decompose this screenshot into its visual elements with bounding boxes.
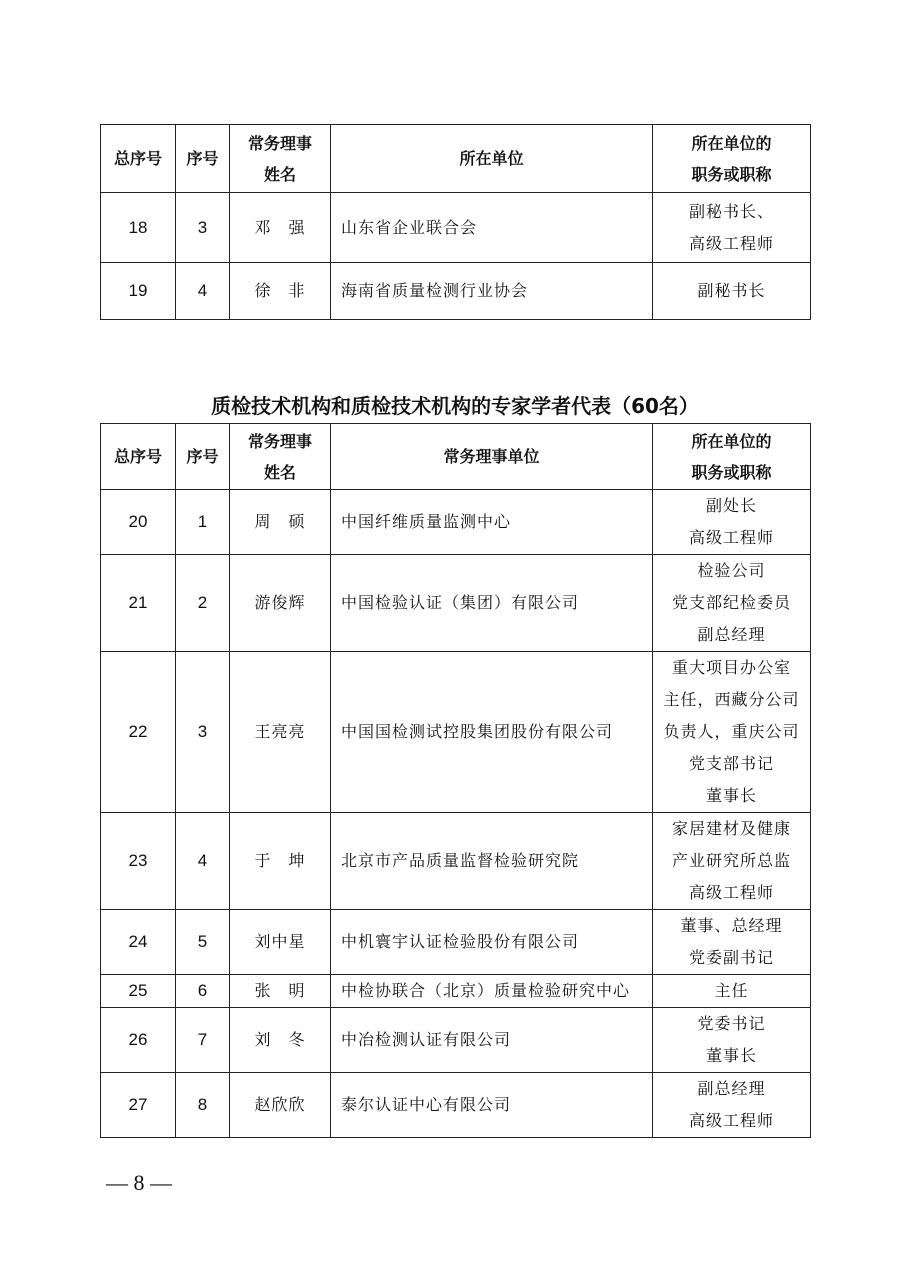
cell-total-no: 25	[101, 975, 176, 1008]
position-line: 负责人，重庆公司	[663, 722, 800, 741]
position-line: 董事长	[705, 786, 757, 805]
cell-position	[653, 1008, 811, 1073]
cell-position	[653, 193, 811, 263]
table-row	[101, 813, 811, 910]
cell-seq: 5	[176, 910, 230, 975]
table-row	[101, 910, 811, 975]
position-line: 主任，西藏分公司	[663, 690, 800, 709]
position-line: 检验公司	[697, 561, 766, 580]
header-total-no: 总序号	[101, 125, 176, 193]
cell-total-no: 20	[101, 490, 176, 555]
position-line: 重大项目办公室	[671, 658, 791, 677]
position-line: 党支部书记	[688, 754, 774, 773]
table-row	[101, 263, 811, 320]
position-line: 董事、总经理	[680, 916, 783, 935]
position-line: 高级工程师	[688, 528, 774, 547]
cell-unit: 中机寰宇认证检验股份有限公司	[331, 910, 653, 975]
cell-unit: 中国纤维质量监测中心	[331, 490, 653, 555]
position-line: 副总经理	[697, 625, 766, 644]
position-line: 副总经理	[697, 1079, 766, 1098]
position-line: 高级工程师	[688, 233, 774, 253]
cell-seq: 6	[176, 975, 230, 1008]
cell-name: 张 明	[230, 975, 331, 1008]
position-line: 副处长	[705, 496, 757, 515]
cell-total-no: 26	[101, 1008, 176, 1073]
cell-name: 于 坤	[230, 813, 331, 910]
header-total-no: 总序号	[101, 424, 176, 490]
header-name	[230, 424, 331, 490]
cell-unit: 中国检验认证（集团）有限公司	[331, 555, 653, 652]
expert-representatives-table	[100, 423, 811, 1138]
cell-seq: 3	[176, 652, 230, 813]
table-row	[101, 652, 811, 813]
cell-name: 徐 非	[230, 263, 331, 320]
table-row	[101, 1008, 811, 1073]
cell-unit: 山东省企业联合会	[331, 193, 653, 263]
header-position	[653, 125, 811, 193]
cell-seq: 2	[176, 555, 230, 652]
header-unit: 常务理事单位	[331, 424, 653, 490]
members-table-continued	[100, 124, 811, 320]
header-name-line2: 姓名	[263, 164, 296, 184]
position-line: 主任	[714, 981, 749, 1000]
table-header-row	[101, 125, 811, 193]
table-row	[101, 1073, 811, 1138]
cell-seq: 1	[176, 490, 230, 555]
position-line: 党委副书记	[688, 948, 774, 967]
table-row	[101, 490, 811, 555]
header-name-line1: 常务理事	[247, 133, 312, 153]
position-line: 党委书记	[697, 1014, 766, 1033]
cell-name: 刘 冬	[230, 1008, 331, 1073]
cell-seq: 7	[176, 1008, 230, 1073]
cell-seq: 4	[176, 813, 230, 910]
cell-name: 邓 强	[230, 193, 331, 263]
cell-seq: 4	[176, 263, 230, 320]
cell-name: 刘中星	[230, 910, 331, 975]
cell-total-no: 19	[101, 263, 176, 320]
table-row	[101, 555, 811, 652]
section-title: 质检技术机构和质检技术机构的专家学者代表（60名）	[211, 394, 699, 418]
table-row	[101, 193, 811, 263]
cell-position	[653, 555, 811, 652]
table-header-row	[101, 424, 811, 490]
page-number: — 8 —	[106, 1170, 172, 1195]
cell-total-no: 22	[101, 652, 176, 813]
position-line: 党支部纪检委员	[671, 593, 791, 612]
cell-total-no: 23	[101, 813, 176, 910]
cell-unit: 中检协联合（北京）质量检验研究中心	[331, 975, 653, 1008]
cell-position	[653, 910, 811, 975]
cell-name: 王亮亮	[230, 652, 331, 813]
position-line: 家居建材及健康	[671, 819, 791, 838]
header-position-line2: 职务或职称	[691, 164, 772, 184]
header-seq: 序号	[176, 424, 230, 490]
cell-position	[653, 652, 811, 813]
position-line: 副秘书长	[697, 281, 766, 300]
cell-name: 周 硕	[230, 490, 331, 555]
header-position	[653, 424, 811, 490]
cell-unit: 泰尔认证中心有限公司	[331, 1073, 653, 1138]
cell-seq: 8	[176, 1073, 230, 1138]
cell-total-no: 21	[101, 555, 176, 652]
table-row	[101, 975, 811, 1008]
position-line: 董事长	[705, 1046, 757, 1065]
cell-name: 赵欣欣	[230, 1073, 331, 1138]
position-line: 副秘书长、	[688, 201, 774, 221]
cell-unit: 北京市产品质量监督检验研究院	[331, 813, 653, 910]
header-position-line2: 职务或职称	[691, 462, 772, 482]
header-seq: 序号	[176, 125, 230, 193]
cell-position	[653, 813, 811, 910]
header-name	[230, 125, 331, 193]
cell-position	[653, 263, 811, 320]
position-line: 高级工程师	[688, 883, 774, 902]
position-line: 产业研究所总监	[671, 851, 791, 870]
header-name-line1: 常务理事	[247, 431, 312, 451]
cell-unit: 海南省质量检测行业协会	[331, 263, 653, 320]
cell-position	[653, 975, 811, 1008]
cell-seq: 3	[176, 193, 230, 263]
cell-unit: 中冶检测认证有限公司	[331, 1008, 653, 1073]
cell-total-no: 24	[101, 910, 176, 975]
cell-position	[653, 1073, 811, 1138]
cell-position	[653, 490, 811, 555]
cell-unit: 中国国检测试控股集团股份有限公司	[331, 652, 653, 813]
header-name-line2: 姓名	[263, 462, 296, 482]
cell-total-no: 27	[101, 1073, 176, 1138]
header-position-line1: 所在单位的	[691, 431, 772, 451]
position-line: 高级工程师	[688, 1111, 774, 1130]
header-position-line1: 所在单位的	[691, 133, 772, 153]
cell-name: 游俊辉	[230, 555, 331, 652]
header-unit: 所在单位	[331, 125, 653, 193]
cell-total-no: 18	[101, 193, 176, 263]
